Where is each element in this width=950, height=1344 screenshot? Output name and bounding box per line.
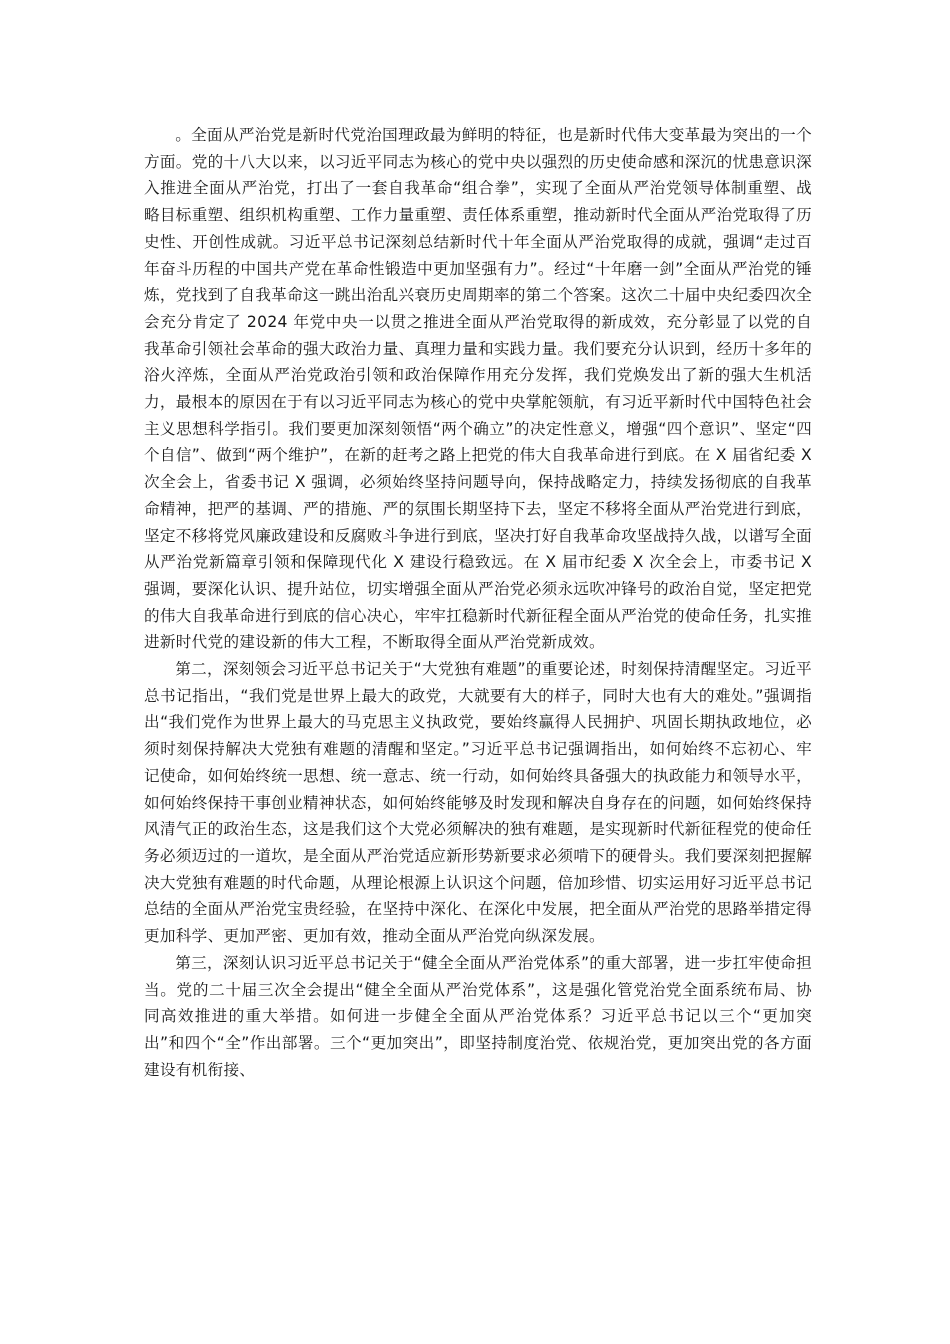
- paragraph-2: 第二，深刻领会习近平总书记关于“大党独有难题”的重要论述，时刻保持清醒坚定。习近平总书记指出，“我们党是世界上最大的政党，大就要有大的样子，同时大也有大的难处。”强调指出“我们党作为世界上最大的马克思主义执政党，要始终赢得人民拥护、巩固长期执政地位，必须时刻保持解决大党独有难题的清醒和坚定。”习近平总书记强调指出，如何始终不忘初心、牢记使命，如何始终统一思想、统一意志、统一行动，如何始终具备强大的执政能力和领导水平，如何始终保持干事创业精神状态，如何始终能够及时发现和解决自身存在的问题，如何始终保持风清气正的政治生态，这是我们这个大党必须解决的独有难题，是实现新时代新征程党的使命任务必须迈过的一道坎，是全面从严治党适应新形势新要求必须啃下的硬骨头。我们要深刻把握解决大党独有难题的时代命题，从理论根源上认识这个问题，倍加珍惜、切实运用好习近平总书记总结的全面从严治党宝贵经验，在坚持中深化、在深化中发展，把全面从严治党的思路举措定得更加科学、更加严密、更加有效，推动全面从严治党向纵深发展。: [144, 660, 812, 946]
- paragraph-3: 第三，深刻认识习近平总书记关于“健全全面从严治党体系”的重大部署，进一步扛牢使命担当。党的二十届三次全会提出“健全全面从严治党体系”，这是强化管党治党全面系统布局、协同高效推进的重大举措。如何进一步健全全面从严治党体系？习近平总书记以三个“更加突出”和四个“全”作出部署。三个“更加突出”，即坚持制度治党、依规治党，更加突出党的各方面建设有机衔接、: [144, 953, 812, 1079]
- document-page: [144, 122, 812, 1083]
- paragraph-1: 。全面从严治党是新时代党治国理政最为鲜明的特征，也是新时代伟大变革最为突出的一个方面。党的十八大以来，以习近平同志为核心的党中央以强烈的历史使命感和深沉的忧患意识深入推进全面从严治党，打出了一套自我革命“组合拳”，实现了全面从严治党领导体制重塑、战略目标重塑、组织机构重塑、工作力量重塑、责任体系重塑，推动新时代全面从严治党取得了历史性、开创性成就。习近平总书记深刻总结新时代十年全面从严治党取得的成就，强调“走过百年奋斗历程的中国共产党在革命性锻造中更加坚强有力”。经过“十年磨一剑”全面从严治党的锤炼，党找到了自我革命这一跳出治乱兴衰历史周期率的第二个答案。这次二十届中央纪委四次全会充分肯定了 2024 年党中央一以贯之推进全面从严治党取得的新成效，充分彰显了以党的自我革命引领社会革命的强大政治力量、真理力量和实践力量。我们要充分认识到，经历十多年的浴火淬炼，全面从严治党政治引领和政治保障作用充分发挥，我们党焕发出了新的强大生机活力，最根本的原因在于有以习近平同志为核心的党中央掌舵领航，有习近平新时代中国特色社会主义思想科学指引。我们要更加深刻领悟“两个确立”的决定性意义，增强“四个意识”、坚定“四个自信”、做到“两个维护”，在新的赶考之路上把党的伟大自我革命进行到底。在 X 届省纪委 X 次全会上，省委书记 X 强调，必须始终坚持问题导向，保持战略定力，持续发扬彻底的自我革命精神，把严的基调、严的措施、严的氛围长期坚持下去，坚定不移将全面从严治党进行到底，坚定不移将党风廉政建设和反腐败斗争进行到底，坚决打好自我革命攻坚战持久战，以谱写全面从严治党新篇章引领和保障现代化 X 建设行稳致远。在 X 届市纪委 X 次全会上，市委书记 X 强调，要深化认识、提升站位，切实增强全面从严治党必须永远吹冲锋号的政治自觉，坚定把党的伟大自我革命进行到底的信心决心，牢牢扛稳新时代新征程全面从严治党的使命任务，扎实推进新时代党的建设新的伟大工程，不断取得全面从严治党新成效。: [144, 126, 812, 652]
